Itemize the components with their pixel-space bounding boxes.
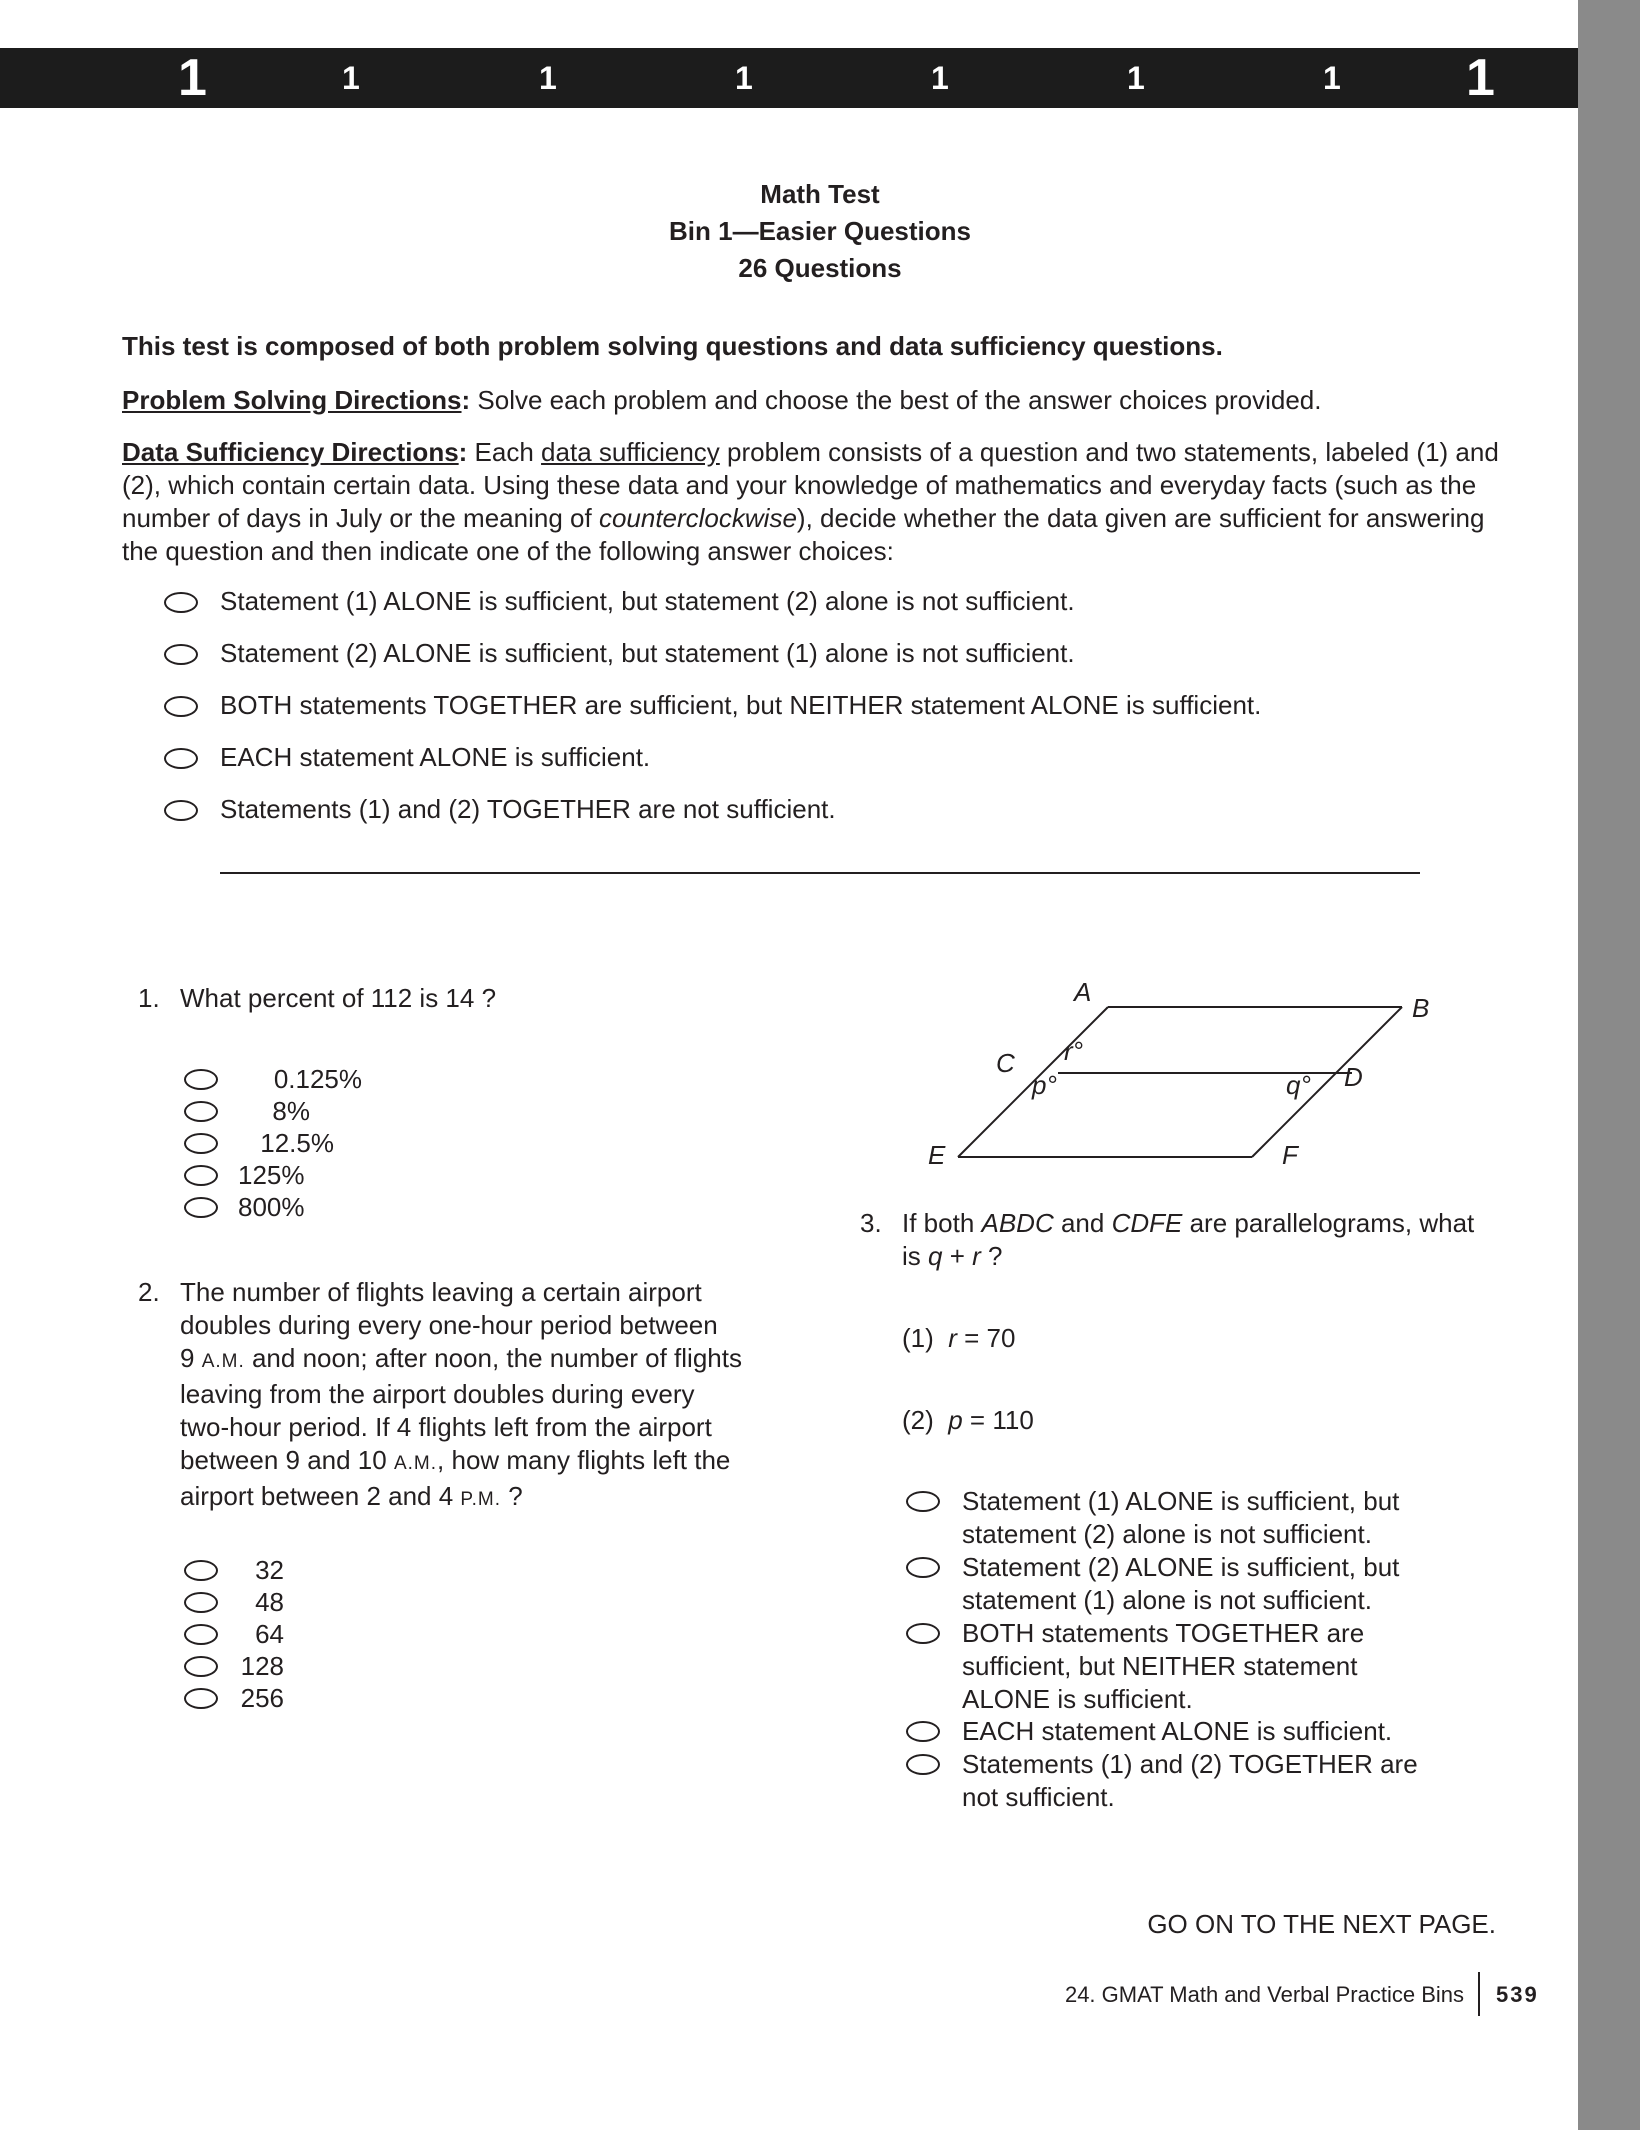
answer-choice: 125% [238,1160,305,1190]
answer-bubble[interactable] [184,1592,218,1613]
question-line [902,1240,1502,1273]
page-edge-bar [1578,0,1640,2130]
ds-text: Each [467,437,542,467]
choice-line: Statements (1) and (2) TOGETHER are [962,1749,1418,1779]
question-line [180,1342,820,1378]
ds-text: problem consists of a question and two statements, labeled (1) and (2), which contain certain data. Using these data and your knowledge of mathematics and everyday facts (such as the number of days in July or the meaning of [122,437,1499,533]
angle-q-label: q° [1286,1070,1311,1100]
question-3-text [902,1207,1502,1273]
chapter-title: 24. GMAT Math and Verbal Practice Bins [1064,1982,1464,2007]
section-number: 1 [1323,60,1341,96]
question-line: doubles during every one-hour period between [180,1310,718,1340]
ds-choice: Statement (2) ALONE is sufficient, but statement (1) alone is not sufficient. [220,638,1075,668]
answer-bubble[interactable] [184,1069,218,1090]
title-line: Bin 1—Easier Questions [669,216,971,246]
q3-text-part: + [942,1241,973,1271]
section-number: 1 [539,60,557,96]
q3-text-part: q [928,1241,943,1271]
answer-bubble[interactable] [184,1165,218,1186]
page-number: 539 [1496,1982,1539,2007]
answer-choice: 0.125% [273,1064,362,1094]
answer-bubble[interactable] [164,644,198,665]
answer-bubble[interactable] [906,1721,940,1742]
statement-1 [902,1322,1015,1355]
answer-bubble[interactable] [184,1560,218,1581]
answer-bubble[interactable] [184,1688,218,1709]
statement-value: = 70 [956,1323,1016,1353]
question-3 [860,1207,882,1240]
q3-text-part: is [902,1241,928,1271]
answer-choice: 800% [238,1192,305,1222]
ds-choice [962,1617,1364,1716]
choice-line: Statement (1) ALONE is sufficient, but [962,1486,1400,1516]
label-d: D [1344,1062,1363,1092]
q3-text-part: are parallelograms, what [1182,1208,1475,1238]
answer-bubble[interactable] [184,1197,218,1218]
go-on-notice: GO ON TO THE NEXT PAGE. [1147,1909,1496,1939]
section-number: 1 [931,60,949,96]
choice-line: statement (2) alone is not sufficient. [962,1519,1372,1549]
question-2-text [180,1276,820,1516]
statement-number: (1) [902,1323,934,1353]
angle-p-label: p° [1032,1070,1057,1100]
ds-choice [962,1551,1399,1617]
answer-choice: 128 [240,1651,284,1681]
answer-bubble[interactable] [906,1754,940,1775]
label-b: B [1412,993,1430,1023]
page-title [0,176,1640,287]
ps-colon: : [461,385,471,415]
ds-directions-label: Data Sufficiency Directions [122,437,459,467]
label-c: C [996,1048,1015,1078]
ds-choice: BOTH statements TOGETHER are sufficient, but NEITHER statement ALONE is sufficient. [220,690,1262,720]
question-line: The number of flights leaving a certain airport [180,1277,702,1307]
title-line: 26 Questions [738,253,902,283]
ps-directions-label: Problem Solving Directions [122,385,462,415]
label-f: F [1282,1140,1298,1170]
choice-line: BOTH statements TOGETHER are [962,1618,1365,1648]
q3-text-part: ? [980,1241,1003,1271]
data-sufficiency-link: data sufficiency [541,437,720,467]
answer-choice: 32 [255,1555,284,1585]
q3-text-part: If both [902,1208,982,1238]
answer-bubble[interactable] [164,800,198,821]
answer-choice: 64 [255,1619,284,1649]
answer-bubble[interactable] [906,1623,940,1644]
question-line: leaving from the airport doubles during every [180,1379,695,1409]
section-header-band [0,48,1578,108]
q3-text-part: CDFE [1111,1208,1183,1238]
question-1-text: What percent of 112 is 14 ? [180,983,497,1013]
section-number: 1 [178,49,207,107]
choice-line: ALONE is sufficient. [962,1684,1193,1714]
ds-choice [962,1715,1392,1748]
footer-divider [1478,1972,1480,2016]
statement-value: = 110 [962,1405,1034,1435]
question-number: 3. [860,1208,882,1238]
question-number: 2. [138,1277,160,1307]
angle-r-label: r° [1064,1036,1084,1066]
question-number: 1. [138,983,160,1013]
title-line: Math Test [760,179,880,209]
label-a: A [1074,977,1092,1007]
answer-bubble[interactable] [184,1133,218,1154]
statement-2 [902,1404,1034,1437]
ds-text-italic: counterclockwise [598,503,797,533]
ds-choice: EACH statement ALONE is sufficient. [220,742,651,772]
statement-var: p [948,1405,963,1435]
parallelogram-figure [900,970,1460,1180]
answer-bubble[interactable] [184,1101,218,1122]
question-1 [138,982,160,1015]
ds-choice [962,1748,1418,1814]
ps-directions-text: Solve each problem and choose the best of the answer choices provided. [470,385,1322,415]
choice-line: sufficient, but NEITHER statement [962,1651,1358,1681]
q2-text-part: airport between 2 and 4 [180,1481,461,1511]
segment-bf [1252,1007,1402,1157]
section-divider [220,872,1420,874]
answer-bubble[interactable] [906,1491,940,1512]
q2-text-part: between 9 and 10 [180,1445,394,1475]
q2-text-part: P.M. [460,1489,502,1510]
statement-var: r [948,1323,957,1353]
choice-line: EACH statement ALONE is sufficient. [962,1716,1393,1746]
q2-text-part: A.M. [201,1351,245,1372]
ds-colon: : [458,437,468,467]
q3-text-part: r [972,1241,981,1271]
q2-text-part: 9 [180,1343,202,1373]
problem-solving-directions [122,384,1522,417]
answer-choice: 48 [255,1587,284,1617]
question-2 [138,1276,160,1309]
q3-text-part: and [1053,1208,1112,1238]
section-number: 1 [342,60,360,96]
question-line [180,1480,820,1516]
choice-line: not sufficient. [962,1782,1115,1812]
answer-choice: 12.5% [260,1128,334,1158]
section-number: 1 [1466,49,1495,107]
ds-choice: Statement (1) ALONE is sufficient, but statement (2) alone is not sufficient. [220,586,1075,616]
q2-text-part: and noon; after noon, the number of flights [244,1343,742,1373]
choice-line: statement (1) alone is not sufficient. [962,1585,1372,1615]
statement-number: (2) [902,1405,934,1435]
choice-line: Statement (2) ALONE is sufficient, but [962,1552,1400,1582]
answer-choice: 256 [240,1683,284,1713]
question-line [180,1444,820,1480]
q2-text-part: A.M. [393,1453,438,1474]
data-sufficiency-directions [122,436,1522,568]
intro-text: This test is composed of both problem solving questions and data sufficiency questions. [122,331,1223,361]
label-e: E [928,1140,946,1170]
answer-bubble[interactable] [184,1624,218,1645]
ds-choice: Statements (1) and (2) TOGETHER are not sufficient. [220,794,836,824]
answer-bubble[interactable] [906,1557,940,1578]
ds-choice [962,1485,1399,1551]
answer-choice: 8% [272,1096,310,1126]
question-line: two-hour period. If 4 flights left from the airport [180,1412,712,1442]
answer-bubble[interactable] [164,696,198,717]
question-line [902,1207,1502,1240]
answer-bubble[interactable] [164,748,198,769]
section-number: 1 [1127,60,1145,96]
section-number: 1 [735,60,753,96]
answer-bubble[interactable] [184,1656,218,1677]
ds-text: ), decide whether the data given are sufficient for answering the question and then indicate one of the following answer choices: [122,503,1485,566]
answer-bubble[interactable] [164,592,198,613]
q3-text-part: ABDC [981,1208,1054,1238]
q2-text-part: , how many flights left the [437,1445,731,1475]
q2-text-part: ? [501,1481,523,1511]
